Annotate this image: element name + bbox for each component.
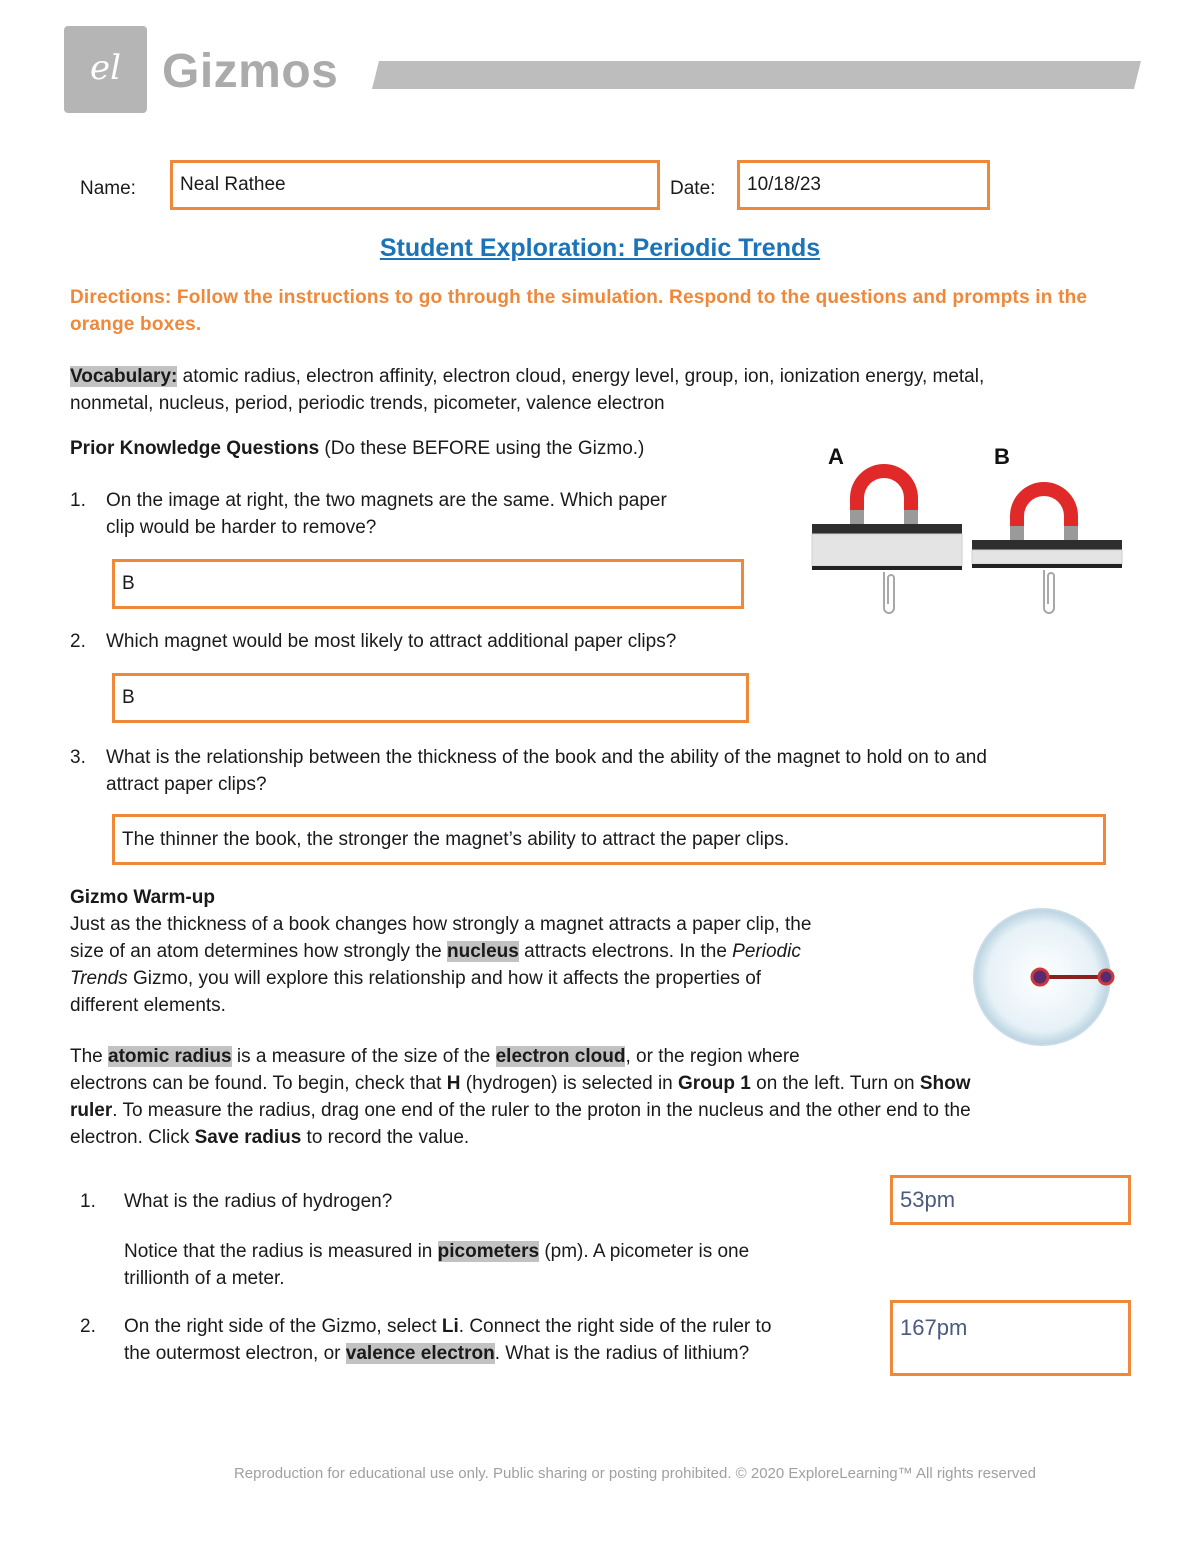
explorelearning-logo: el: [64, 26, 147, 113]
pk-q3-number: 3.: [70, 747, 86, 768]
gizmos-brand: Gizmos: [162, 45, 339, 98]
name-label: Name:: [80, 178, 136, 199]
warmup-paragraph-2: The atomic radius is a measure of the size of the electron cloud, or the region where electrons can be found. To begin, check that H (hydrogen) is selected in Group 1 on the left. Turn on Show ruler. To measure the radius, drag one end of the ruler to the proton in the nucleus and the other end to the electron. Click Save radius to record the value.: [70, 1046, 971, 1148]
header-bar: [372, 61, 1141, 89]
vocabulary: Vocabulary: atomic radius, electron affinity, electron cloud, energy level, group, ion, ionization energy, metal, nonmetal, nucleus, period, periodic trends, picometer, valence electron: [70, 366, 985, 414]
warmup-heading: Gizmo Warm-up: [70, 887, 215, 908]
nucleus-icon: [1032, 969, 1048, 985]
pk-q1-text: On the image at right, the two magnets are the same. Which paper clip would be harder to remove?: [106, 490, 667, 538]
magnet-figure: [806, 440, 1126, 630]
wu-q1-note: Notice that the radius is measured in picometers (pm). A picometer is one trillionth of a meter.: [124, 1241, 750, 1289]
wu-q1-text: What is the radius of hydrogen?: [124, 1191, 393, 1212]
pk-q1-answer[interactable]: B: [112, 559, 744, 609]
figure-label-b: B: [994, 444, 1010, 469]
magnet-b-icon: [972, 482, 1122, 613]
atom-ruler-figure: [968, 904, 1128, 1050]
electron-icon: [1099, 970, 1113, 984]
pk-q2-text: Which magnet would be most likely to attract additional paper clips?: [106, 631, 677, 652]
pk-q3-answer[interactable]: The thinner the book, the stronger the magnet’s ability to attract the paper clips.: [112, 814, 1106, 865]
date-field[interactable]: 10/18/23: [737, 160, 990, 210]
pk-q2-answer[interactable]: B: [112, 673, 749, 723]
name-field[interactable]: Neal Rathee: [170, 160, 660, 210]
prior-knowledge-heading: Prior Knowledge Questions (Do these BEFORE using the Gizmo.): [70, 438, 645, 459]
warmup-paragraph-1: Just as the thickness of a book changes how strongly a magnet attracts a paper clip, the size of an atom determines how strongly the nucleus attracts electrons. In the Periodic Trends Gizmo, you will explore this relationship and how it affects the properties of different elements.: [70, 914, 812, 1016]
wu-q2-answer[interactable]: 167pm: [890, 1300, 1131, 1376]
directions: Directions: Follow the instructions to go through the simulation. Respond to the questions and prompts in the orange boxes.: [70, 287, 1088, 335]
wu-q2-text: On the right side of the Gizmo, select Li. Connect the right side of the ruler to the outermost electron, or valence electron. What is the radius of lithium?: [124, 1316, 772, 1364]
pk-q1-number: 1.: [70, 490, 86, 511]
vocabulary-label: Vocabulary:: [70, 366, 178, 387]
pk-q2-number: 2.: [70, 631, 86, 652]
figure-label-a: A: [828, 444, 844, 469]
wu-q1-number: 1.: [80, 1191, 96, 1212]
wu-q2-number: 2.: [80, 1316, 96, 1337]
pk-q3-text: What is the relationship between the thickness of the book and the ability of the magnet to hold on to and attract paper clips?: [106, 747, 987, 795]
page-title: Student Exploration: Periodic Trends: [379, 234, 821, 262]
wu-q1-answer[interactable]: 53pm: [890, 1175, 1131, 1225]
magnet-a-icon: [812, 464, 962, 613]
date-label: Date:: [670, 178, 716, 199]
footer-copyright: Reproduction for educational use only. Public sharing or posting prohibited. © 2020 ExploreLearning™ All rights reserved: [233, 1465, 1037, 1482]
